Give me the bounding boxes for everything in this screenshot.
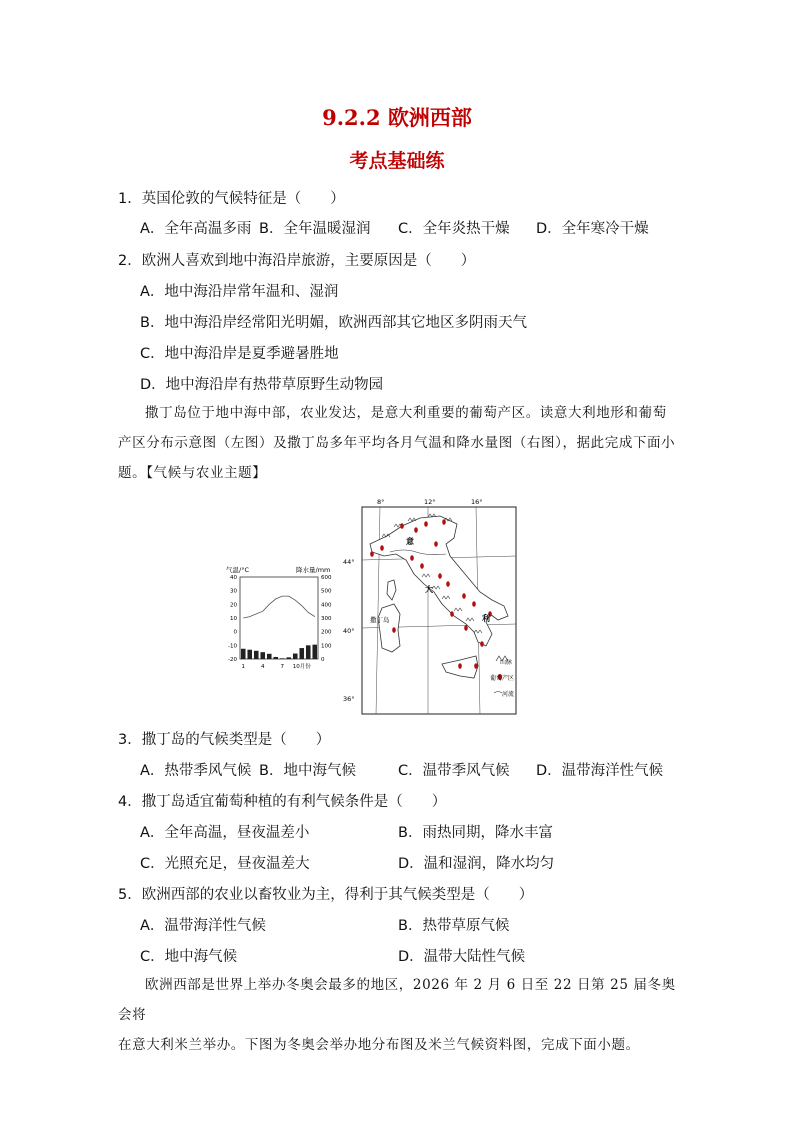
question-4-option-c: C．光照充足，昼夜温差大 — [140, 856, 310, 872]
question-5-option-b: B．热带草原气候 — [398, 918, 510, 934]
precip-bar — [299, 648, 304, 659]
page-title: 9.2.2 欧洲西部 — [322, 105, 472, 130]
question-1-option-a: A．全年高温多雨 — [140, 221, 252, 237]
precip-bar — [267, 654, 272, 659]
intro-2-line-1: 欧洲西部是世界上举办冬奥会最多的地区，2026 年 2 月 6 日至 22 日第 25 届冬奥会将 — [118, 977, 676, 1023]
lon-label-12: 12° — [424, 498, 436, 506]
temp-tick-label: 30 — [230, 588, 237, 595]
intro-passage-1 — [118, 398, 678, 488]
grape-marker — [474, 663, 478, 669]
question-5-option-c: C．地中海气候 — [140, 949, 238, 965]
intro-1-line-3: 题。【气候与农业主题】 — [118, 465, 267, 481]
lat-label-36: 36° — [343, 695, 355, 703]
grape-marker — [438, 573, 442, 579]
precip-tick-labels — [321, 575, 332, 663]
temp-tick-label: -20 — [228, 657, 237, 663]
question-3-option-b: B．地中海气候 — [259, 763, 356, 779]
precip-bar — [293, 654, 298, 659]
grape-marker — [380, 545, 384, 551]
precip-tick-label: 0 — [321, 657, 325, 663]
precip-tick-label: 400 — [321, 602, 332, 609]
temperature-line — [243, 596, 314, 618]
grape-marker — [446, 581, 450, 587]
question-2-stem: 2．欧洲人喜欢到地中海沿岸旅游，主要原因是（ ） — [118, 253, 476, 269]
intro-1-line-2: 产区分布示意图（左图）及撒丁岛多年平均各月气温和降水量图（右图），据此完成下面小 — [118, 435, 676, 451]
label-sardinia: 撒丁岛 — [370, 616, 390, 624]
precip-bar — [312, 645, 317, 659]
question-5-option-a: A．温带海洋性气候 — [140, 918, 266, 934]
intro-2-line-2: 在意大利米兰举办。下图为冬奥会举办地分布图及米兰气候资料图，完成下面小题。 — [118, 1037, 640, 1053]
grape-marker — [414, 527, 418, 533]
question-2-option-a: A．地中海沿岸常年温和、湿润 — [140, 284, 339, 300]
italy-map — [342, 496, 518, 716]
grape-marker — [472, 601, 476, 607]
question-1-stem: 1．英国伦敦的气候特征是（ ） — [118, 191, 345, 207]
question-3-option-a: A．热带季风气候 — [140, 763, 252, 779]
legend-grape-label: 葡萄产区 — [489, 675, 514, 682]
precip-tick-label: 500 — [321, 588, 332, 595]
temp-tick-label: 20 — [230, 602, 237, 609]
question-3-option-d: D．温带海洋性气候 — [536, 763, 664, 779]
question-1-option-d: D．全年寒冷干燥 — [536, 221, 649, 237]
question-2-option-b: B．地中海沿岸经常阳光明媚，欧洲西部其它地区多阴雨天气 — [140, 315, 527, 331]
lon-label-16: 16° — [471, 498, 483, 506]
legend-mountain-label: 山脉 — [499, 659, 512, 666]
precip-bar — [273, 657, 278, 659]
question-5-stem: 5．欧洲西部的农业以畜牧业为主，得利于其气候类型是（ ） — [118, 887, 534, 903]
grape-marker — [434, 541, 438, 547]
legend-river-label: 河流 — [501, 691, 514, 698]
grape-marker — [458, 663, 462, 669]
grape-marker — [442, 519, 446, 525]
page-subtitle: 考点基础练 — [349, 150, 445, 172]
precip-tick-label: 300 — [321, 616, 332, 622]
precip-bar — [254, 651, 259, 659]
precip-tick-label: 200 — [321, 629, 332, 636]
question-4-option-d: D．温和湿润，降水均匀 — [398, 856, 555, 872]
label-yi: 意 — [406, 537, 414, 546]
grape-marker — [480, 641, 484, 647]
precip-bar — [306, 645, 311, 659]
map-legend — [490, 656, 514, 698]
climate-ylabel-left: 气温/°C — [226, 566, 249, 574]
month-tick-labels — [242, 662, 312, 670]
grape-marker — [410, 555, 414, 561]
question-4-stem: 4．撒丁岛适宜葡萄种植的有利气候条件是（ ） — [118, 794, 447, 810]
question-3-stem: 3．撒丁岛的气候类型是（ ） — [118, 732, 331, 748]
month-tick-label: 4 — [261, 664, 265, 670]
lat-label-40: 40° — [343, 627, 355, 635]
precip-bar — [260, 652, 265, 659]
precip-bar — [247, 650, 252, 659]
temp-tick-label: 0 — [233, 629, 237, 636]
precip-bar — [241, 649, 246, 659]
month-tick-label: 7 — [280, 664, 284, 670]
month-tick-label: 10月份 — [292, 664, 311, 670]
grape-marker — [462, 593, 466, 599]
precip-bar — [286, 657, 291, 659]
question-1-option-b: B．全年温暖湿润 — [259, 221, 371, 237]
question-4-option-b: B．雨热同期，降水丰富 — [398, 825, 553, 841]
grape-marker — [424, 521, 428, 527]
intro-1-line-1: 撒丁岛位于地中海中部，农业发达，是意大利重要的葡萄产区。读意大利地形和葡萄 — [145, 405, 667, 421]
question-1-option-c: C．全年炎热干燥 — [398, 221, 510, 237]
month-tick-label: 1 — [241, 664, 245, 670]
corsica-island — [387, 580, 396, 600]
climate-chart — [222, 560, 340, 680]
question-3-option-c: C．温带季风气候 — [398, 763, 510, 779]
intro-passage-2 — [118, 970, 678, 1060]
legend-river-symbol — [494, 692, 502, 694]
precip-bars — [241, 645, 317, 659]
temp-tick-label: 10 — [230, 616, 237, 622]
question-5-option-d: D．温带大陆性气候 — [398, 949, 526, 965]
temp-tick-labels — [228, 575, 237, 663]
grape-marker — [392, 627, 396, 633]
precip-tick-label: 600 — [321, 575, 332, 581]
grape-marker — [420, 563, 424, 569]
temp-tick-label: 40 — [230, 575, 237, 581]
precip-bar — [280, 658, 285, 659]
grape-marker — [400, 523, 404, 529]
question-2-option-d: D．地中海沿岸有热带草原野生动物园 — [140, 377, 384, 393]
grape-marker — [464, 625, 468, 631]
precip-tick-label: 100 — [321, 643, 332, 650]
sardinia-island — [378, 604, 400, 652]
lon-label-8: 8° — [377, 498, 385, 506]
label-li: 利 — [482, 614, 490, 623]
lat-label-44: 44° — [343, 558, 355, 566]
temp-tick-label: -10 — [228, 643, 237, 650]
climate-ylabel-right: 降水量/mm — [296, 566, 331, 574]
grape-marker — [450, 611, 454, 617]
grape-marker — [370, 551, 374, 557]
question-4-option-a: A．全年高温，昼夜温差小 — [140, 825, 310, 841]
label-da: 大 — [425, 585, 433, 594]
question-2-option-c: C．地中海沿岸是夏季避暑胜地 — [140, 346, 339, 362]
